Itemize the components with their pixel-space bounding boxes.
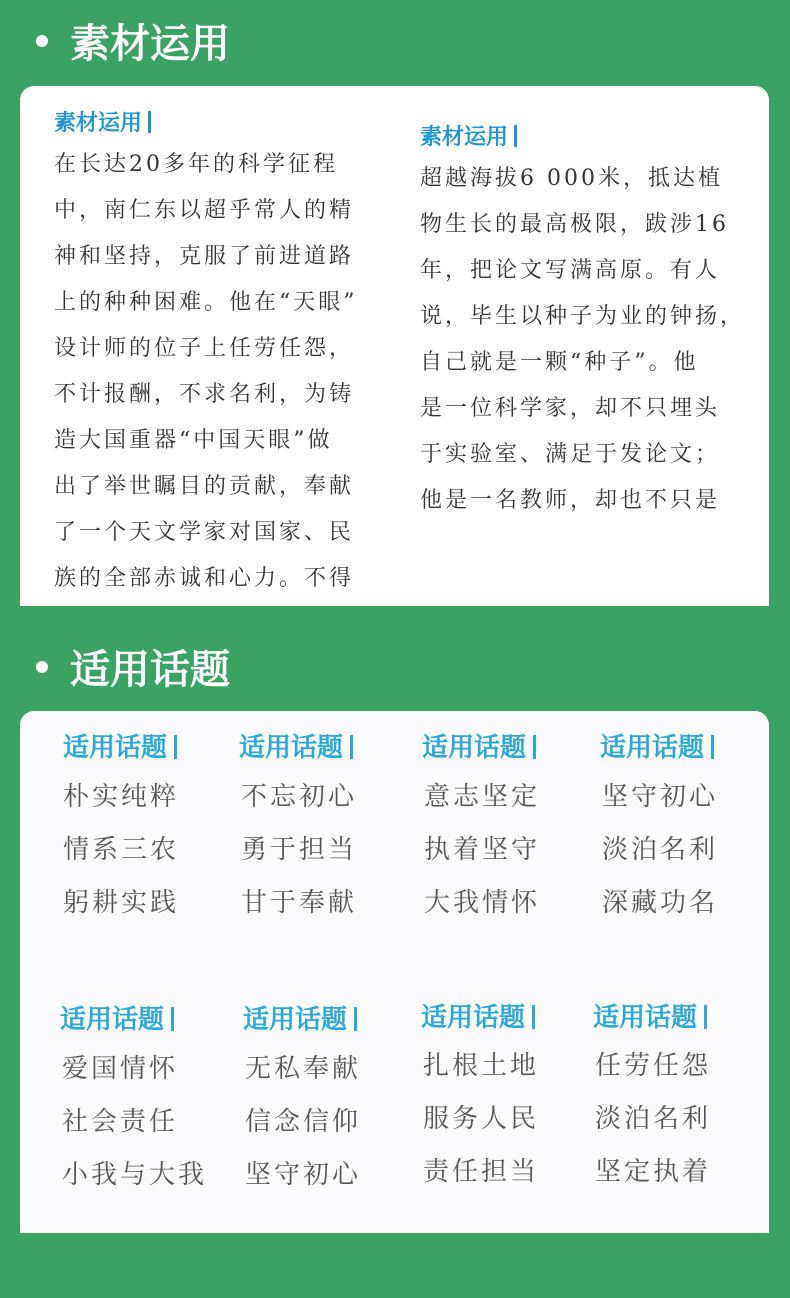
topics-card: [20, 711, 769, 1233]
text-line: 上的种种困难。他在“天眼”: [54, 290, 358, 315]
topic-item: 责任担当: [423, 1157, 540, 1187]
section-title-text: 素材运用: [70, 21, 230, 67]
text-line: 是一位科学家，却不只埋头: [420, 396, 721, 421]
topic-item: 大我情怀: [424, 888, 541, 918]
bracket-mark-icon: [171, 1007, 174, 1031]
section-title-material: [36, 12, 230, 69]
text-line: 出了举世瞩目的贡献，奉献: [54, 474, 355, 499]
bracket-mark-icon: [350, 735, 353, 759]
topic-heading: [239, 727, 353, 764]
bracket-mark-icon: [174, 735, 177, 759]
bracket-mark-icon: [514, 125, 517, 147]
material-text-column-1: [54, 142, 358, 602]
material-heading-text: 素材运用: [54, 111, 143, 136]
topic-item: 甘于奉献: [241, 888, 358, 918]
section-title-topics: [36, 638, 230, 695]
bracket-mark-icon: [711, 735, 714, 759]
topic-heading-text: 适用话题: [422, 733, 527, 763]
topic-item: 朴实纯粹: [63, 782, 180, 812]
topic-heading-text: 适用话题: [60, 1005, 165, 1035]
material-heading-1: [54, 106, 151, 137]
topic-list: [62, 1043, 207, 1202]
material-text-column-2: [420, 156, 745, 524]
topic-heading: [421, 997, 535, 1034]
topic-list: [424, 771, 540, 930]
topic-heading-text: 适用话题: [593, 1003, 698, 1033]
topic-item: 意志坚定: [424, 782, 541, 812]
topic-item: 任劳任怨: [595, 1051, 712, 1081]
topic-item: 勇于担当: [241, 835, 358, 865]
topic-item: 服务人民: [423, 1104, 540, 1134]
topic-heading-text: 适用话题: [63, 733, 168, 763]
bracket-mark-icon: [704, 1005, 707, 1029]
topic-item: 坚守初心: [602, 782, 719, 812]
text-line: 自己就是一颗“种子”。他: [420, 350, 699, 375]
material-heading-2: [420, 120, 517, 151]
topic-heading: [243, 999, 357, 1036]
bracket-mark-icon: [148, 111, 151, 133]
topic-item: 淡泊名利: [595, 1104, 712, 1134]
topic-heading: [60, 999, 174, 1036]
topic-item: 深藏功名: [602, 888, 719, 918]
bracket-mark-icon: [533, 735, 536, 759]
bullet-icon: [36, 35, 48, 47]
topic-list: [602, 771, 718, 930]
topic-list: [423, 1040, 539, 1199]
text-line: 他是一名教师，却也不只是: [420, 488, 721, 513]
topic-item: 躬耕实践: [63, 888, 180, 918]
topic-list: [241, 771, 357, 930]
topic-item: 坚守初心: [245, 1160, 362, 1190]
topic-heading: [422, 727, 536, 764]
topic-item: 社会责任: [62, 1107, 179, 1137]
topic-heading-text: 适用话题: [243, 1005, 348, 1035]
topic-item: 扎根土地: [423, 1051, 540, 1081]
text-line: 神和坚持，克服了前进道路: [54, 244, 355, 269]
topic-heading-text: 适用话题: [421, 1003, 526, 1033]
text-line: 不计报酬，不求名利，为铸: [54, 382, 355, 407]
text-line: 物生长的最高极限，跋涉16: [420, 212, 729, 237]
text-line: 了一个天文学家对国家、民: [54, 520, 355, 545]
text-line: 造大国重器“中国天眼”做: [54, 428, 333, 453]
material-heading-text: 素材运用: [420, 125, 509, 150]
section-title-text: 适用话题: [70, 647, 230, 693]
topic-item: 不忘初心: [241, 782, 358, 812]
topic-item: 小我与大我: [62, 1160, 208, 1190]
topic-heading: [600, 727, 714, 764]
text-line: 说，毕生以种子为业的钟扬，: [420, 304, 746, 329]
topic-item: 爱国情怀: [62, 1054, 179, 1084]
text-line: 族的全部赤诚和心力。不得: [54, 566, 355, 591]
topic-heading: [593, 997, 707, 1034]
topic-list: [245, 1043, 361, 1202]
topic-heading: [63, 727, 177, 764]
topic-item: 情系三农: [63, 835, 180, 865]
bracket-mark-icon: [532, 1005, 535, 1029]
topic-list: [63, 771, 179, 930]
bracket-mark-icon: [354, 1007, 357, 1031]
text-line: 于实验室、满足于发论文；: [420, 442, 721, 467]
topic-item: 淡泊名利: [602, 835, 719, 865]
topic-item: 无私奉献: [245, 1054, 362, 1084]
topic-heading-text: 适用话题: [239, 733, 344, 763]
bullet-icon: [36, 661, 48, 673]
topic-item: 信念信仰: [245, 1107, 362, 1137]
text-line: 设计师的位子上任劳任怨，: [54, 336, 355, 361]
material-card: [20, 86, 769, 606]
text-line: 超越海拔6 000米，抵达植: [420, 166, 723, 191]
topic-item: 坚定执着: [595, 1157, 712, 1187]
topic-heading-text: 适用话题: [600, 733, 705, 763]
text-line: 在长达20多年的科学征程: [54, 152, 338, 177]
topic-item: 执着坚守: [424, 835, 541, 865]
topic-list: [595, 1040, 711, 1199]
text-line: 年，把论文写满高原。有人: [420, 258, 721, 283]
text-line: 中，南仁东以超乎常人的精: [54, 198, 355, 223]
